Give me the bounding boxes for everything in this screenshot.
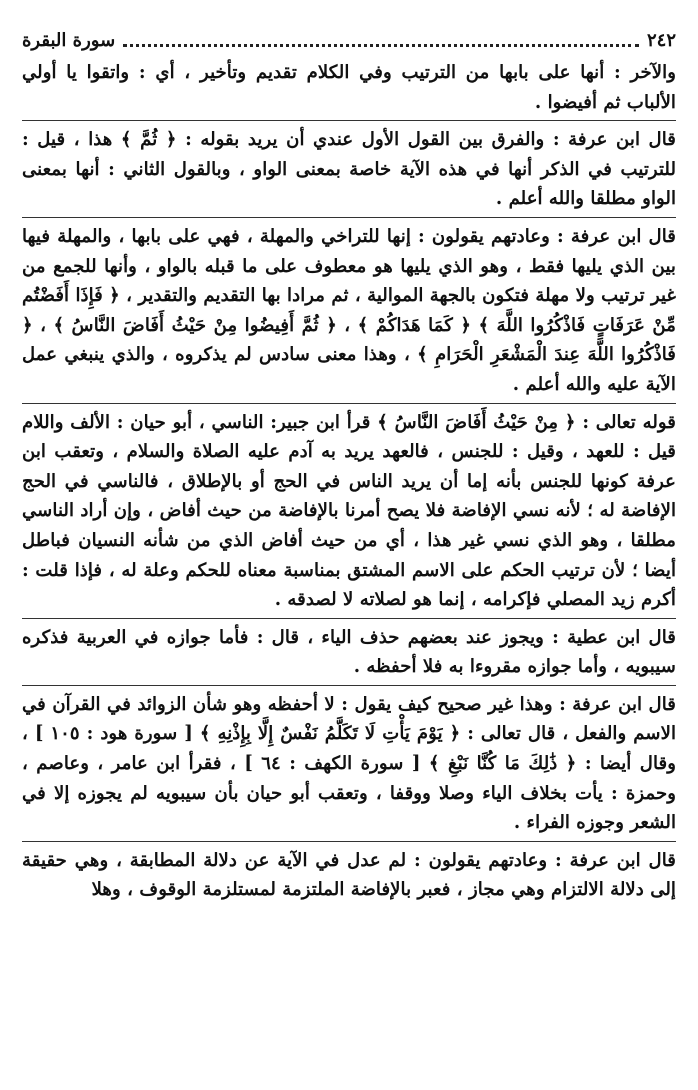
page-header	[22, 28, 676, 52]
paragraph-divider	[22, 403, 676, 404]
paragraph-1: والآخر : أنها على بابها من الترتيب وفي الكلام تقديم وتأخير ، أي : واتقوا يا أولي الألباب ثم أفيضوا .	[22, 62, 676, 113]
paragraph-2: قال ابن عرفة : والفرق بين القول الأول عندي أن يريد بقوله : ﴿ ثُمَّ ﴾ هذا ، قيل : للترتيب في الذكر أنها في هذه الآية خاصة بمعنى الواو ، وبالقول الثاني : أنها بمعنى الواو مطلقا والله أعلم .	[22, 129, 676, 210]
paragraph-divider	[22, 217, 676, 218]
paragraph-divider	[22, 685, 676, 686]
paragraph-5: قال ابن عطية : ويجوز عند بعضهم حذف الياء ، قال : فأما جوازه في العربية فذكره سيبويه ، وأما جوازه مقروءا به فلا أحفظه .	[22, 626, 676, 678]
paragraph-divider	[22, 120, 676, 121]
paragraph-7: قال ابن عرفة : وعادتهم يقولون : لم عدل في الآية عن دلالة المطابقة ، وهي حقيقة إلى دلالة الالتزام وهي مجاز ، فعبر بالإفاضة الملتزمة لمستلزمة الوقوف ، وهلا	[22, 849, 676, 901]
paragraph-3: قال ابن عرفة : وعادتهم يقولون : إنها للتراخي والمهلة ، فهي على بابها ، والمهلة فيها بين الذي يليها فقط ، وهو الذي يليها هو معطوف على ما قبله بالواو ، وأنها للجمع من غير ترتيب ولا مهلة فتكون بالجهة الموالية ، ثم مرادا بها التقديم والتقدير ، ﴿ فَإِذَا أَفَضْتُم مِّنْ عَرَفَاتٍ فَاذْكُرُوا اللَّهَ ﴾ ﴿ كَمَا هَدَاكُمْ ﴾ ، ﴿ ثُمَّ أَفِيضُوا مِنْ حَيْثُ أَفَاضَ النَّاسُ ﴾ ، ﴿ فَاذْكُرُوا اللَّهَ عِندَ الْمَشْعَرِ الْحَرَامِ ﴾ ، وهذا معنى سادس لم يذكروه ، والذي ينبغي عمل الآية عليه والله أعلم .	[22, 225, 676, 395]
page-number: ٢٤٢	[646, 29, 676, 51]
paragraph-4: قوله تعالى : ﴿ مِنْ حَيْثُ أَفَاضَ النَّاسُ ﴾ قرأ ابن جبير: الناسي ، أبو حيان : الألف واللام قيل : للعهد ، وقيل : للجنس ، فالعهد يريد به آدم عليه الصلاة والسلام ، وتعقب ابن عرفة كونها للجنس بأنه إما أن يريد الناس في الحج أو بالإطلاق ، فالناسي في الحج الإفاضة له ؛ لأنه نسي الإفاضة فلا يصح أمرنا بالإفاضة من حيث أفاض ، وإن أراد الناسي مطلقا ، وهو الذي نسي غير هذا ، أي من حيث أفاض الذي من شأنه النسيان فباطل أيضا ؛ لأن ترتيب الحكم على الاسم المشتق بمناسبة معناه للحكم وعلة له ، فإذا قلت : أكرم زيد المصلي فإكرامه ، إنما هو لصلاته لا لصدقه .	[22, 411, 676, 611]
header-dotted-leader	[123, 34, 639, 47]
paragraph-divider	[22, 618, 676, 619]
section-title: سورة البقرة	[22, 29, 116, 51]
paragraph-divider	[22, 841, 676, 842]
paragraph-6: قال ابن عرفة : وهذا غير صحيح كيف يقول : لا أحفظه وهو شأن الزوائد في القرآن في الاسم والفعل ، قال تعالى : ﴿ يَوْمَ يَأْتِ لَا تَكَلَّمُ نَفْسٌ إِلَّا بِإِذْنِهِ ﴾ [ سورة هود : ١٠٥ ] ، وقال أيضا : ﴿ ذَٰلِكَ مَا كُنَّا نَبْغِ ﴾ [ سورة الكهف : ٦٤ ] ، فقرأ ابن عامر ، وعاصم ، وحمزة : يأت بخلاف الياء وصلا ووقفا ، وتعقب أبو حيان بأن سيبويه لم يجوزه إلا في الشعر وجوزه الفراء .	[22, 693, 676, 834]
